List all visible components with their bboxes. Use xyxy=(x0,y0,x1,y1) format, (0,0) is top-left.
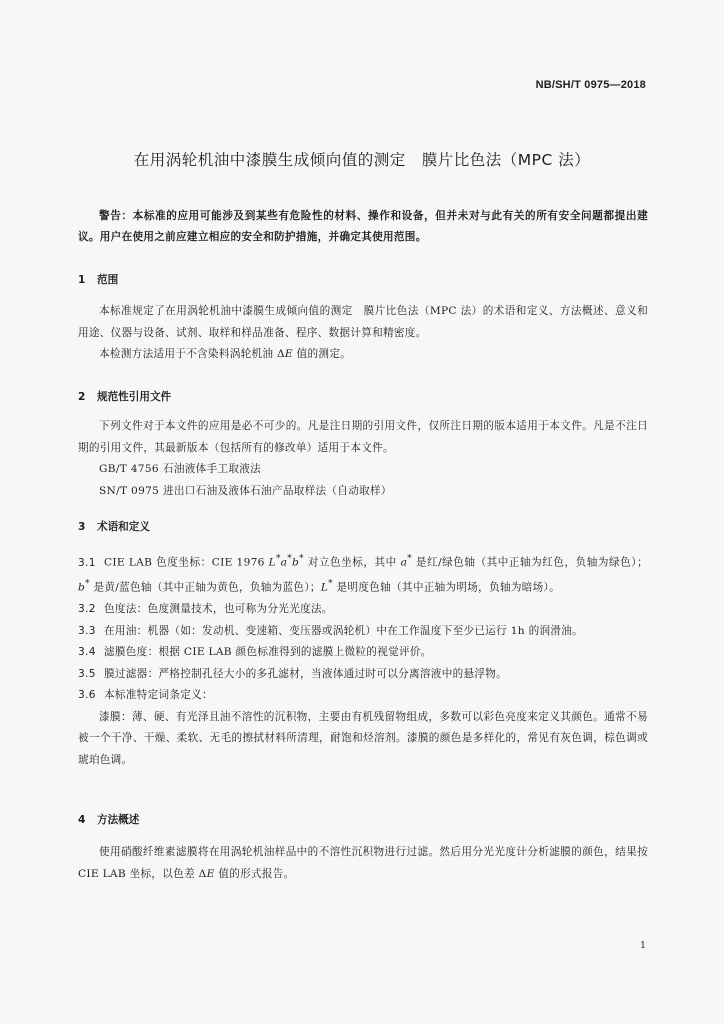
section-3-body xyxy=(78,549,648,771)
section-2-body xyxy=(78,416,648,502)
page-number: 1 xyxy=(639,940,646,951)
section-4-heading xyxy=(78,812,139,827)
section-3-heading xyxy=(78,519,150,534)
section-number: 1 xyxy=(78,274,86,286)
method-summary-paragraph: 使用硝酸纤维素滤膜将在用涡轮机油样品中的不溶性沉积物进行过滤。然后用分光光度计分析滤膜的颜色，结果按 CIE LAB 坐标，以色差 ΔE 值的形式报告。 xyxy=(78,846,648,880)
section-1-body xyxy=(78,301,648,366)
term-3-6-definition: 漆膜：薄、硬、有光泽且油不溶性的沉积物，主要由有机残留物组成，多数可以彩色亮度来定义其颜色。通常不易被一个干净、干燥、柔软、无毛的擦拭材料所清理，耐饱和烃溶剂。漆膜的颜色是多样化的，常见有灰色调，棕色调或琥珀色调。 xyxy=(78,710,648,766)
section-number: 2 xyxy=(78,391,86,403)
section-title: 范围 xyxy=(97,274,119,286)
section-title: 方法概述 xyxy=(97,814,140,826)
term-3-5: 3.5 膜过滤器：严格控制孔径大小的多孔滤材，当液体通过时可以分离溶液中的悬浮物。 xyxy=(78,667,508,680)
term-3-3: 3.3 在用油：机器（如：发动机、变速箱、变压器或涡轮机）中在工作温度下至少已运行 1h 的润滑油。 xyxy=(78,624,584,637)
term-3-6: 3.6 本标准特定词条定义： xyxy=(78,689,213,702)
reference-item: GB/T 4756 石油液体手工取液法 xyxy=(99,463,262,475)
scope-applicability: 本检测方法适用于不含染料涡轮机油 ΔE 值的测定。 xyxy=(99,348,352,360)
term-3-1: 3.1 CIE LAB 色度坐标：CIE 1976 L*a*b* 对立色坐标，其中 a* 是红/绿色轴（其中正轴为红色，负轴为绿色）；b* 是黄/蓝色轴（其中正轴为黄色，负轴为蓝色）；L* 是明度色轴（其中正轴为明场，负轴为暗场）。 xyxy=(78,554,648,594)
warning-paragraph: 警告：本标准的应用可能涉及到某些有危险性的材料、操作和设备，但并未对与此有关的所有安全问题都提出建议。用户在使用之前应建立相应的安全和防护措施，并确定其使用范围。 xyxy=(78,210,648,243)
section-4-body xyxy=(78,842,648,885)
normative-references-paragraph: 下列文件对于本文件的应用是必不可少的。凡是注日期的引用文件，仅所注日期的版本适用于本文件。凡是不注日期的引用文件，其最新版本（包括所有的修改单）适用于本文件。 xyxy=(78,420,648,454)
term-3-2: 3.2 色度法：色度测量技术，也可称为分光光度法。 xyxy=(78,603,333,616)
section-number: 3 xyxy=(78,521,86,533)
reference-item: SN/T 0975 进出口石油及液体石油产品取样法（自动取样） xyxy=(99,484,392,497)
section-title: 术语和定义 xyxy=(97,521,150,533)
section-2-heading xyxy=(78,389,171,404)
section-title: 规范性引用文件 xyxy=(97,391,172,403)
document-title: 在用涡轮机油中漆膜生成倾向值的测定 膜片比色法（MPC 法） xyxy=(133,151,591,169)
standard-code: NB/SH/T 0975—2018 xyxy=(535,79,646,91)
section-1-heading xyxy=(78,272,118,287)
section-number: 4 xyxy=(78,814,86,826)
scope-paragraph: 本标准规定了在用涡轮机油中漆膜生成倾向值的测定 膜片比色法（MPC 法）的术语和定义、方法概述、意义和用途、仪器与设备、试剂、取样和样品准备、程序、数据计算和精密度。 xyxy=(78,305,648,339)
term-3-4: 3.4 滤膜色度：根据 CIE LAB 颜色标准得到的滤膜上微粒的视觉评价。 xyxy=(78,646,432,659)
